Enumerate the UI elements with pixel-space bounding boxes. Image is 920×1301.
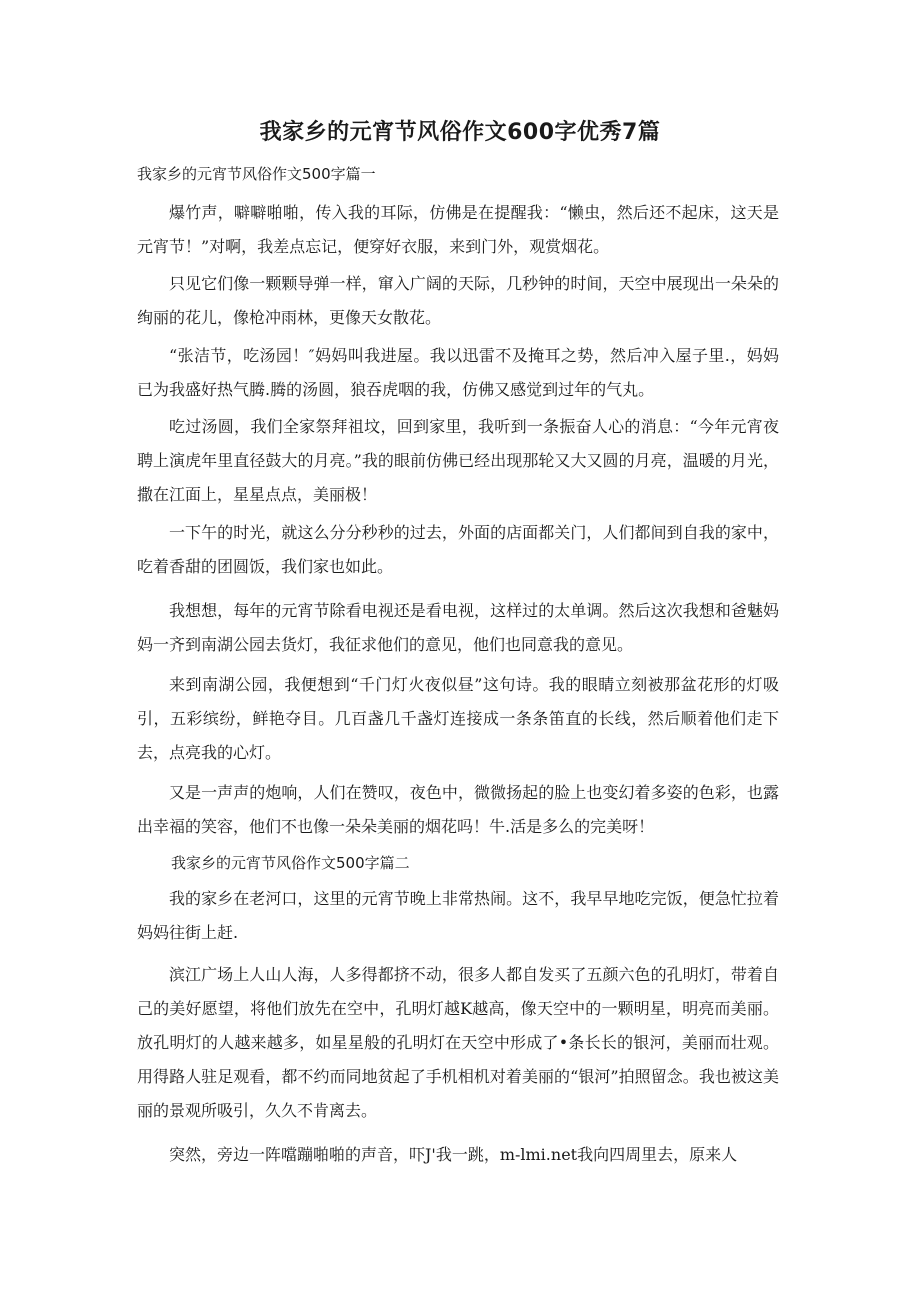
section-heading-1: 我家乡的元宵节风俗作文500字篇一 — [137, 165, 376, 183]
paragraph: 又是一声声的炮响，人们在赞叹，夜色中，微微扬起的脸上也变幻着多姿的色彩，也露出幸福的笑容，他们不也像一朵朵美丽的烟花吗！牛.活是多么的完美呀！ — [137, 783, 779, 836]
document-title: 我家乡的元宵节风俗作文600字优秀7篇 — [259, 120, 661, 145]
paragraph: 吃过汤圆，我们全家祭拜祖坟，回到家里，我听到一条振奋人心的消息：“今年元宵夜聘上演虎年里直径鼓大的月亮。”我的眼前仿佛已经出现那轮又大又圆的月亮，温暖的月光，撒在江面上，星星点点，美丽极！ — [137, 417, 779, 504]
paragraph: 来到南湖公园，我便想到“千门灯火夜似昼”这句诗。我的眼睛立刻被那盆花形的灯吸引，五彩缤纷，鲜艳夺目。几百盏几千盏灯连接成一条条笛直的长线，然后顺着他们走下去，点亮我的心灯。 — [137, 675, 779, 762]
section-heading-2: 我家乡的元宵节风俗作文500字篇二 — [171, 854, 410, 872]
paragraph: 滨江广场上人山人海，人多得都挤不动，很多人都自发买了五颜六色的孔明灯，带着自己的美好愿望，将他们放先在空中，孔明灯越K越高，像天空中的一颗明星，明亮而美丽。放孔明灯的人越来越多，如星星般的孔明灯在天空中形成了•条长长的银河，美丽而壮观。用得路人驻足观看，都不约而同地贫起了手机相机对着美丽的“银河”拍照留念。我也被这美丽的景观所吸引，久久不肯离去。 — [137, 965, 779, 1120]
paragraph: 我想想，每年的元宵节除看电视还是看电视，这样过的太单调。然后这次我想和爸魅妈妈一齐到南湖公园去货灯，我征求他们的意见，他们也同意我的意见。 — [137, 601, 779, 654]
paragraph: 爆竹声，噼噼啪啪，传入我的耳际，仿佛是在提醒我：“懒虫，然后还不起床，这天是元宵节！”对啊，我差点忘记，便穿好衣服，来到门外，观赏烟花。 — [137, 203, 779, 256]
paragraph: 只见它们像一颗颗导弹一样，窜入广阔的天际，几秒钟的时间，天空中展现出一朵朵的绚丽的花儿，像枪冲雨林，更像天女散花。 — [137, 274, 779, 327]
paragraph: 我的家乡在老河口，这里的元宵节晚上非常热闹。这不，我早早地吃完饭，便急忙拉着妈妈往街上赶. — [137, 889, 779, 942]
paragraph: 突然，旁边一阵噹蹦啪啪的声音，吓J'我一跳，m-lmi.net我向四周里去，原来人 — [169, 1145, 738, 1164]
paragraph: 一下午的时光，就这么分分秒秒的过去，外面的店面都关门，人们都间到自我的家中，吃着香甜的团圆饭，我们家也如此。 — [137, 523, 779, 576]
paragraph: “张洁节，吃汤园！″妈妈叫我进屋。我以迅雷不及掩耳之势，然后冲入屋子里.，妈妈已为我盛好热气腾.腾的汤圆，狼吞虎咽的我，仿佛又感觉到过年的气丸。 — [137, 346, 779, 399]
